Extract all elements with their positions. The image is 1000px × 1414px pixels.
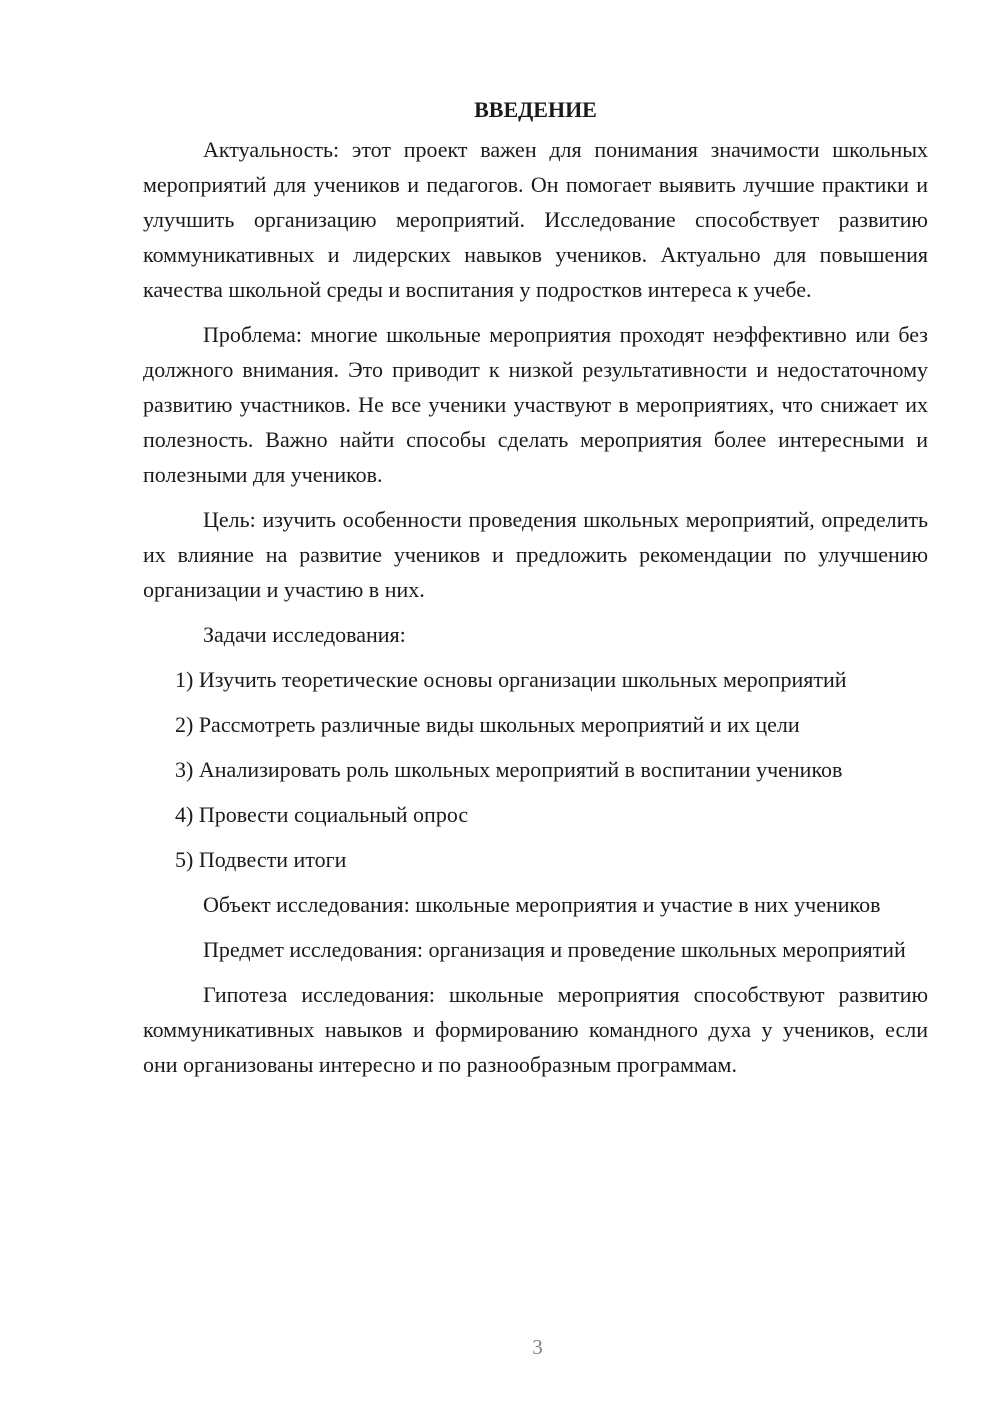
task-item-5: 5) Подвести итоги — [175, 847, 347, 872]
subject-paragraph: Предмет исследования: организация и проведение школьных мероприятий — [203, 937, 906, 962]
task-item-1: 1) Изучить теоретические основы организации школьных мероприятий — [175, 667, 847, 692]
section-title: ВВЕДЕНИЕ — [474, 97, 597, 122]
page-number: 3 — [532, 1335, 543, 1359]
problem-paragraph: Проблема: многие школьные мероприятия проходят неэффективно или без должного внимания. Это приводит к низкой результативности и недостаточному развитию участников. Не все ученики участвуют в мероприятиях, что снижает их полезность. Важно найти способы сделать мероприятия более интересными и полезными для учеников. — [143, 322, 928, 487]
document-page — [143, 94, 928, 1092]
task-item-3: 3) Анализировать роль школьных мероприятий в воспитании учеников — [175, 757, 843, 782]
object-paragraph: Объект исследования: школьные мероприятия и участие в них учеников — [203, 892, 881, 917]
task-item-4: 4) Провести социальный опрос — [175, 802, 469, 827]
goal-paragraph: Цель: изучить особенности проведения школьных мероприятий, определить их влияние на развитие учеников и предложить рекомендации по улучшению организации и участию в них. — [143, 507, 928, 602]
task-item-2: 2) Рассмотреть различные виды школьных мероприятий и их цели — [175, 712, 800, 737]
relevance-paragraph: Актуальность: этот проект важен для понимания значимости школьных мероприятий для учеников и педагогов. Он помогает выявить лучшие практики и улучшить организацию мероприятий. Исследование способствует развитию коммуникативных и лидерских навыков учеников. Актуально для повышения качества школьной среды и воспитания у подростков интереса к учебе. — [143, 137, 928, 302]
hypothesis-paragraph: Гипотеза исследования: школьные мероприятия способствуют развитию коммуникативных навыков и формированию командного духа у учеников, если они организованы интересно и по разнообразным программам. — [143, 982, 928, 1077]
tasks-heading: Задачи исследования: — [203, 622, 406, 647]
